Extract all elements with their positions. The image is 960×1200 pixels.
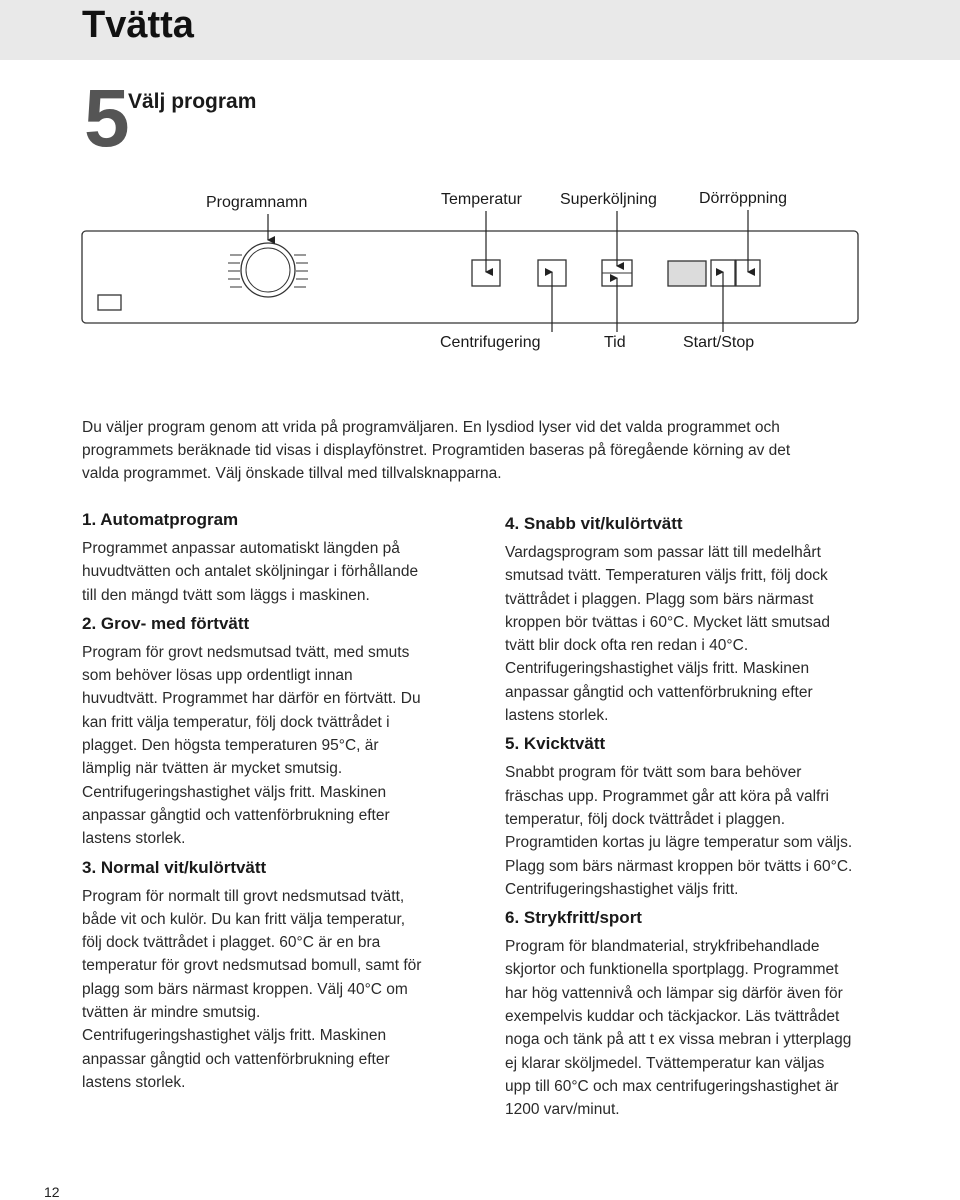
program-section-line: ej klarar sköljmedel. Tvättemperatur kan väljas (505, 1054, 825, 1072)
program-section-line: temperatur för grovt nedsmutsad bomull, samt för (82, 957, 422, 975)
program-section-line: anpassar gångtid och vattenförbrukning efter (82, 1050, 390, 1068)
program-section-line: Programmet anpassar automatiskt längden på (82, 540, 400, 557)
program-section-line: tvättrådet i plaggen. Plagg som bärs närmast (505, 590, 814, 608)
program-section-body (505, 935, 885, 1121)
label-temperature: Temperatur (441, 191, 522, 208)
program-section-line: Centrifugeringshastighet väljs fritt. Maskinen (82, 1027, 387, 1045)
program-section-line: lastens storlek. (505, 707, 609, 725)
program-section-body (505, 541, 885, 727)
page-title: Tvätta (82, 4, 194, 46)
program-section-line: till den mängd tvätt som läggs i maskinen. (82, 586, 370, 604)
program-section-line: Snabbt program för tvätt som bara behöver (505, 764, 802, 782)
program-section-line: kroppen bör tvättas i 60°C. Mycket lätt smutsad (505, 613, 830, 631)
program-section (505, 732, 885, 901)
program-section-body (82, 641, 462, 851)
program-section-line: tvätten är mindre smutsig. (82, 1004, 261, 1022)
intro-line: Du väljer program genom att vrida på programväljaren. En lysdiod lyser vid det valda programmet och (82, 419, 780, 436)
program-section-title: 3. Normal vit/kulörtvätt (82, 857, 267, 877)
intro-line: valda programmet. Välj önskade tillval med tillvalsknapparna. (82, 465, 502, 482)
program-section-line: Centrifugeringshastighet väljs fritt. Maskinen (82, 783, 387, 801)
program-list-left (82, 508, 462, 1099)
control-panel-diagram (0, 0, 960, 380)
program-section-line: både vit och kulör. Du kan fritt välja temperatur, (82, 910, 406, 928)
program-section-line: lastens storlek. (82, 1073, 186, 1091)
program-section-line: Programtiden kortas ju lägre temperatur som väljs. (505, 834, 853, 852)
program-section-line: plagget. Den högsta temperaturen 95°C, är (82, 737, 379, 755)
program-section (82, 508, 462, 607)
program-section-line: har hög vattennivå och lämpar sig därför även för (505, 984, 843, 1002)
program-section-title: 1. Automatprogram (82, 510, 239, 529)
program-section-title: 4. Snabb vit/kulörtvätt (505, 514, 683, 533)
program-section-title: 5. Kvicktvätt (505, 734, 606, 754)
program-section-line: huvudtvätten och antalet sköljningar i förhållande (82, 563, 419, 581)
intro-text (82, 416, 882, 485)
program-section (505, 512, 885, 727)
program-section-title: 2. Grov- med förtvätt (82, 613, 250, 633)
step-title: Välj program (128, 90, 257, 113)
program-section-line: Program för normalt till grovt nedsmutsad tvätt, (82, 887, 405, 905)
program-section-line: Program för grovt nedsmutsad tvätt, med smuts (82, 643, 410, 661)
program-section (505, 906, 885, 1121)
program-section-line: tvätt blir dock ofta ren redan i 40°C. (505, 637, 749, 655)
program-section-line: anpassar gångtid och vattenförbrukning efter (505, 683, 813, 701)
program-list-right (505, 512, 885, 1127)
intro-line: programmets beräknade tid visas i displayfönstret. Programtiden baseras på föregående körning av det (82, 442, 791, 459)
program-section-line: skjortor och funktionella sportplagg. Programmet (505, 961, 839, 979)
program-section-title: 6. Strykfritt/sport (505, 908, 642, 928)
program-section-line: exempelvis kuddar och täckjackor. Läs tvättrådet (505, 1008, 840, 1026)
label-time: Tid (604, 334, 626, 351)
program-section-line: Program för blandmaterial, strykfribehandlade (505, 938, 820, 956)
program-section (82, 612, 462, 851)
program-section-line: följ dock tvättrådet i plagget. 60°C är en bra (82, 934, 381, 952)
program-section-line: Plagg som bärs närmast kroppen bör tvätts i 60°C. (505, 857, 853, 875)
program-section-line: lastens storlek. (82, 830, 186, 848)
page-number: 12 (44, 1184, 60, 1200)
program-section-line: Centrifugeringshastighet väljs fritt. (505, 880, 739, 898)
program-section-line: 1200 varv/minut. (505, 1101, 620, 1119)
label-door-open: Dörröppning (699, 190, 788, 207)
program-section-line: lämplig när tvätten är mycket smutsig. (82, 760, 343, 778)
program-section-body (505, 761, 885, 901)
program-section-line: huvudtvätt. Programmet har därför en förtvätt. Du (82, 690, 421, 708)
program-section-line: plagg som bärs närmast kroppen. Välj 40°C om (82, 980, 408, 998)
label-spin: Centrifugering (440, 334, 541, 351)
program-section-line: upp till 60°C och max centrifugeringshastighet är (505, 1077, 839, 1095)
program-section-line: Centrifugeringshastighet väljs fritt. Maskinen (505, 660, 810, 678)
program-section-line: noga och tänk på att t ex vissa mebran i ytterplagg (505, 1031, 852, 1049)
label-start-stop: Start/Stop (683, 334, 755, 351)
time-display-icon (668, 261, 706, 286)
program-section-line: Vardagsprogram som passar lätt till medelhårt (505, 544, 821, 561)
program-section-line: smutsad tvätt. Temperaturen väljs fritt, följ dock (505, 567, 828, 585)
program-section-body (82, 885, 462, 1095)
label-super-rinse: Superköljning (560, 191, 657, 208)
display-window-icon (98, 295, 121, 310)
step-number: 5 (84, 73, 130, 164)
program-section-body (82, 537, 462, 607)
label-program-name: Programnamn (206, 194, 308, 211)
program-section-line: som behöver lösas upp ordentligt innan (82, 667, 353, 685)
program-section-line: temperatur, följ dock tvättrådet i plaggen. (505, 810, 786, 828)
program-section (82, 856, 462, 1095)
program-section-line: anpassar gångtid och vattenförbrukning efter (82, 806, 390, 824)
program-section-line: kan fritt välja temperatur, följ dock tvättrådet i (82, 713, 390, 731)
program-section-line: fräschas upp. Programmet går att köra på valfri (505, 787, 829, 805)
